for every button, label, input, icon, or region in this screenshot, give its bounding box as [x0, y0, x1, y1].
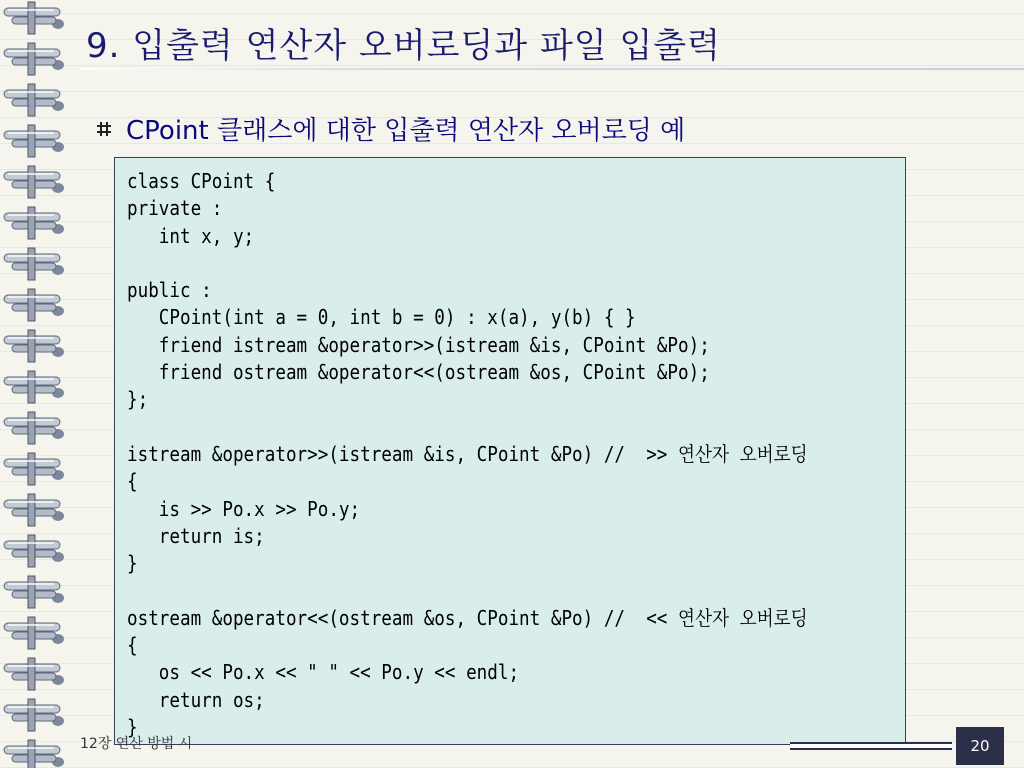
binding-ring	[4, 2, 64, 34]
title-divider	[80, 68, 1024, 70]
footer-divider	[790, 742, 952, 750]
binding-ring	[4, 166, 64, 198]
code-listing: class CPoint { private : int x, y; public : CPoint(int a = 0, int b = 0) : x(a), y(b) { } friend istream &operator>>(istream &is, CPoint &Po); friend ostream &operator<<(ostream &os, CPoint &Po); }; istream &operator>>(istream &is, CPoint &Po) // >> 연산자 오버로딩 { is >> Po.x >> Po.y; return is; } ostream &operator<<(ostream &os, CPoint &Po) // << 연산자 오버로딩 { os << Po.x << " " << Po.y << endl; return os; }	[127, 169, 808, 739]
binding-ring	[4, 43, 64, 75]
binding-ring	[4, 330, 64, 362]
page-number-label: 20	[970, 737, 990, 755]
bullet-item	[96, 110, 685, 147]
binding-ring	[4, 412, 64, 444]
binding-ring	[4, 248, 64, 280]
binding-ring	[4, 617, 64, 649]
binding-ring	[4, 494, 64, 526]
binding-ring	[4, 84, 64, 116]
binding-ring	[4, 289, 64, 321]
binding-ring	[4, 658, 64, 690]
binding-ring	[4, 125, 64, 157]
binding-ring	[4, 699, 64, 731]
code-block	[114, 157, 906, 745]
bullet-text: CPoint 클래스에 대한 입출력 연산자 오버로딩 예	[126, 116, 686, 146]
binding-ring	[4, 576, 64, 608]
page-number	[956, 727, 1004, 765]
binding-ring	[4, 207, 64, 239]
hash-bullet-icon	[96, 121, 112, 137]
slide-title: 9. 입출력 연산자 오버로딩과 파일 입출력	[86, 26, 721, 66]
binding-ring	[4, 535, 64, 567]
spiral-binding-icon	[0, 0, 72, 768]
binding-ring	[4, 740, 64, 768]
binding-ring	[4, 371, 64, 403]
footer-text: 12장 연산 방법 시	[80, 736, 193, 752]
binding-ring	[4, 453, 64, 485]
